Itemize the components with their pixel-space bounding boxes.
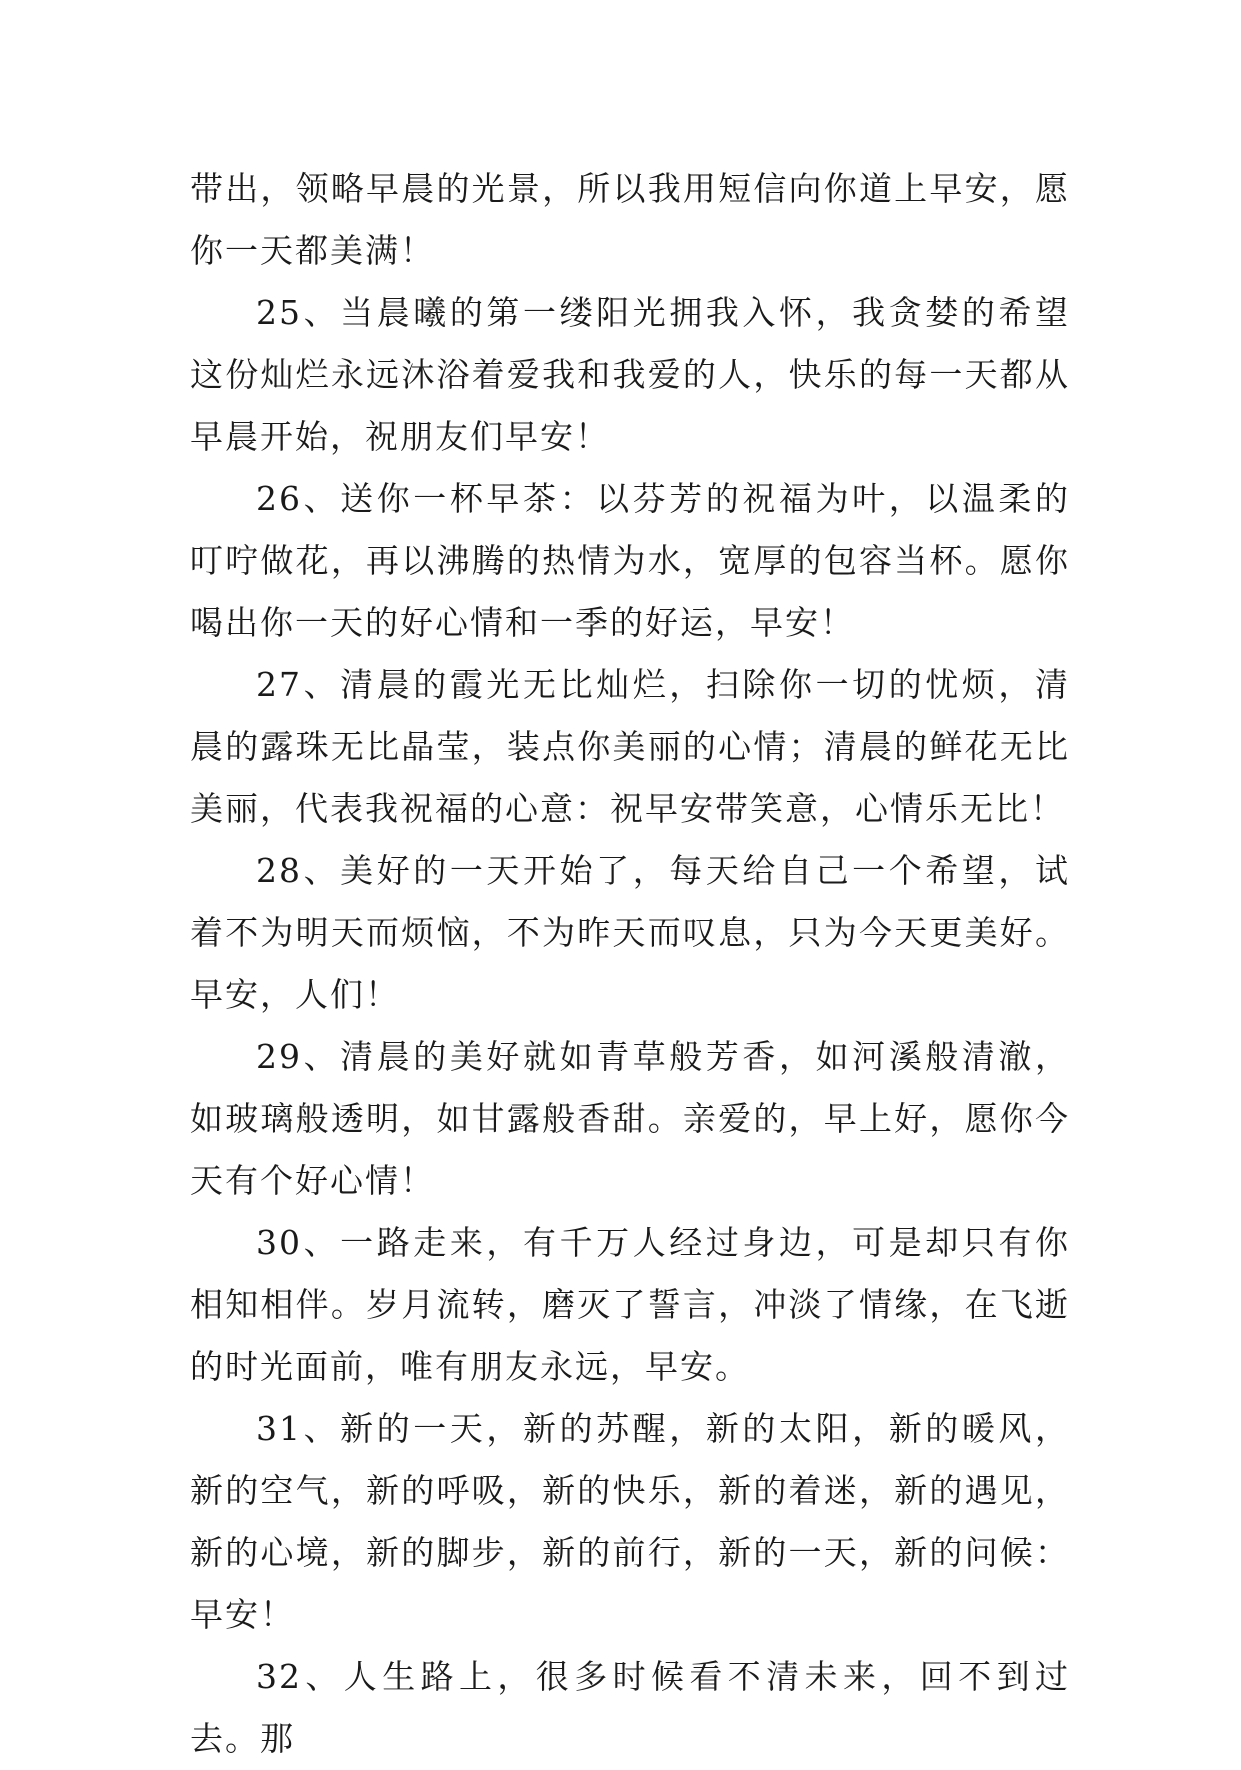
- paragraph-28: 28、美好的一天开始了，每天给自己一个希望，试着不为明天而烦恼，不为昨天而叹息，只为今天更美好。早安，人们！: [190, 851, 1070, 1014]
- paragraph-26: 26、送你一杯早茶：以芬芳的祝福为叶，以温柔的叮咛做花，再以沸腾的热情为水，宽厚的包容当杯。愿你喝出你一天的好心情和一季的好运，早安！: [190, 479, 1070, 642]
- paragraph-30: 30、一路走来，有千万人经过身边，可是却只有你相知相伴。岁月流转，磨灭了誓言，冲淡了情缘，在飞逝的时光面前，唯有朋友永远，早安。: [190, 1223, 1070, 1386]
- paragraph-31: 31、新的一天，新的苏醒，新的太阳，新的暖风，新的空气，新的呼吸，新的快乐，新的着迷，新的遇见，新的心境，新的脚步，新的前行，新的一天，新的问候：早安！: [190, 1409, 1070, 1634]
- paragraph-27: 27、清晨的霞光无比灿烂，扫除你一切的忧烦，清晨的露珠无比晶莹，装点你美丽的心情；清晨的鲜花无比美丽，代表我祝福的心意：祝早安带笑意，心情乐无比！: [190, 665, 1070, 828]
- paragraph-29: 29、清晨的美好就如青草般芳香，如河溪般清澈，如玻璃般透明，如甘露般香甜。亲爱的，早上好，愿你今天有个好心情！: [190, 1037, 1070, 1200]
- paragraph-32: 32、人生路上，很多时候看不清未来，回不到过去。那: [190, 1657, 1070, 1758]
- paragraph-continued: 带出，领略早晨的光景，所以我用短信向你道上早安，愿你一天都美满！: [190, 169, 1070, 270]
- paragraph-25: 25、当晨曦的第一缕阳光拥我入怀，我贪婪的希望这份灿烂永远沐浴着爱我和我爱的人，快乐的每一天都从早晨开始，祝朋友们早安！: [190, 293, 1070, 456]
- body-text: [190, 158, 1070, 1770]
